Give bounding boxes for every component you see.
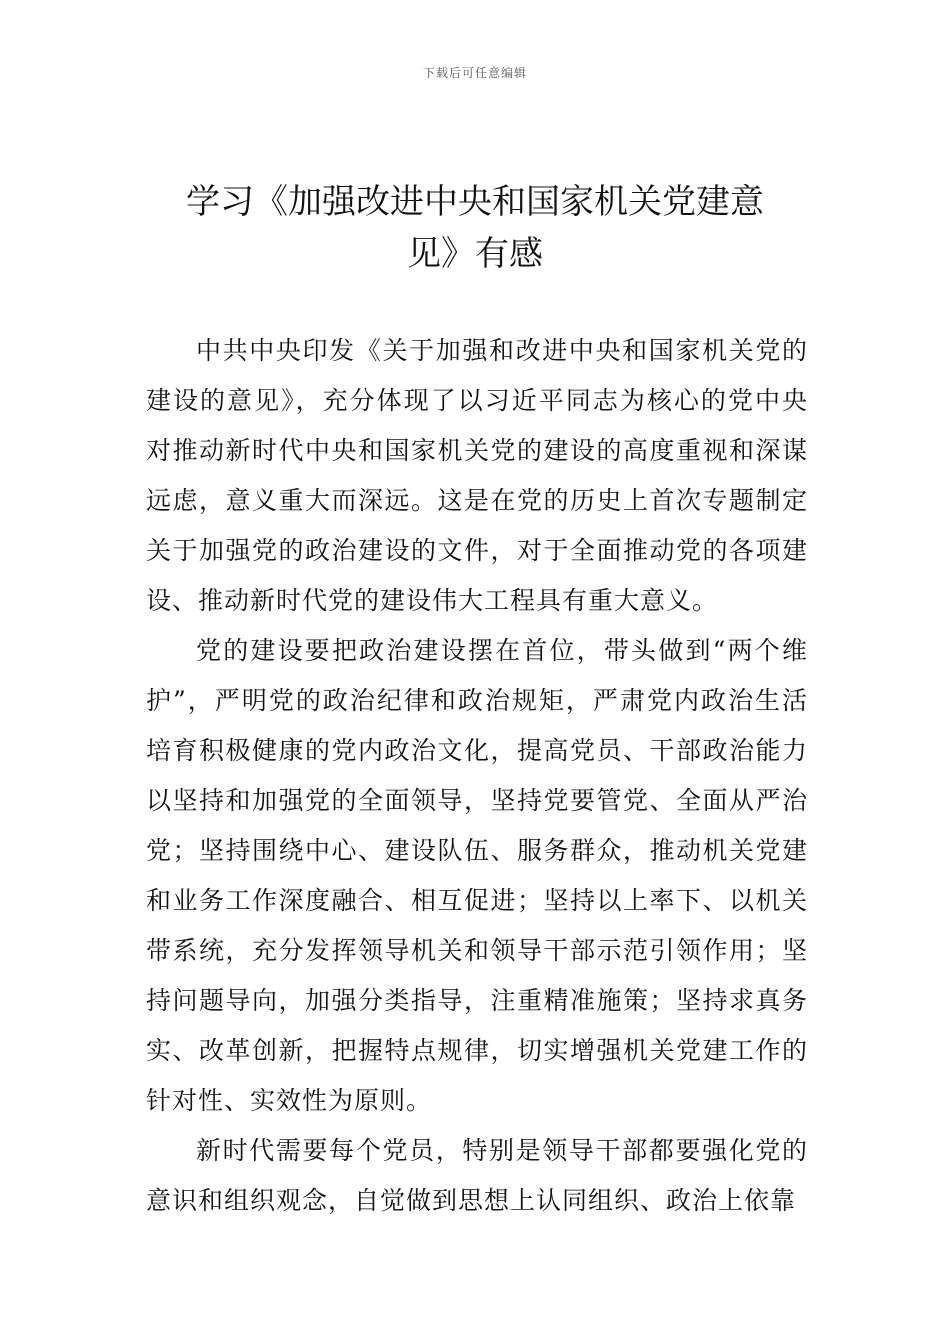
paragraph-2: 党的建设要把政治建设摆在首位，带头做到“两个维护”，严明党的政治纪律和政治规矩，严肃党内政治生活培育积极健康的党内政治文化，提高党员、干部政治能力以坚持和加强党的全面领导，坚持党要管党、全面从严治党；坚持围绕中心、建设队伍、服务群众，推动机关党建和业务工作深度融合、相互促进；坚持以上率下、以机关带系统，充分发挥领导机关和领导干部示范引领作用；坚持问题导向，加强分类指导，注重精准施策；坚持求真务实、改革创新，把握特点规律，切实增强机关党建工作的针对性、实效性为原则。 [146, 636, 808, 1115]
title-line-1: 学习《加强改进中央和国家机关党建意 [186, 182, 764, 222]
paragraph-1: 中共中央印发《关于加强和改进中央和国家机关党的建设的意见》，充分体现了以习近平同志为核心的党中央对推动新时代中央和国家机关党的建设的高度重视和深谋远虑，意义重大而深远。这是在党的历史上首次专题制定关于加强党的政治建设的文件，对于全面推动党的各项建设、推动新时代党的建设伟大工程具有重大意义。 [146, 336, 808, 615]
header-note: 下载后可任意编辑 [422, 66, 527, 80]
title-line-2: 见》有感 [407, 234, 543, 274]
document-title [150, 176, 800, 280]
paragraph-3: 新时代需要每个党员，特别是领导干部都要强化党的意识和组织观念，自觉做到思想上认同组织、政治上依靠 [146, 1136, 808, 1215]
document-body [146, 326, 808, 1226]
